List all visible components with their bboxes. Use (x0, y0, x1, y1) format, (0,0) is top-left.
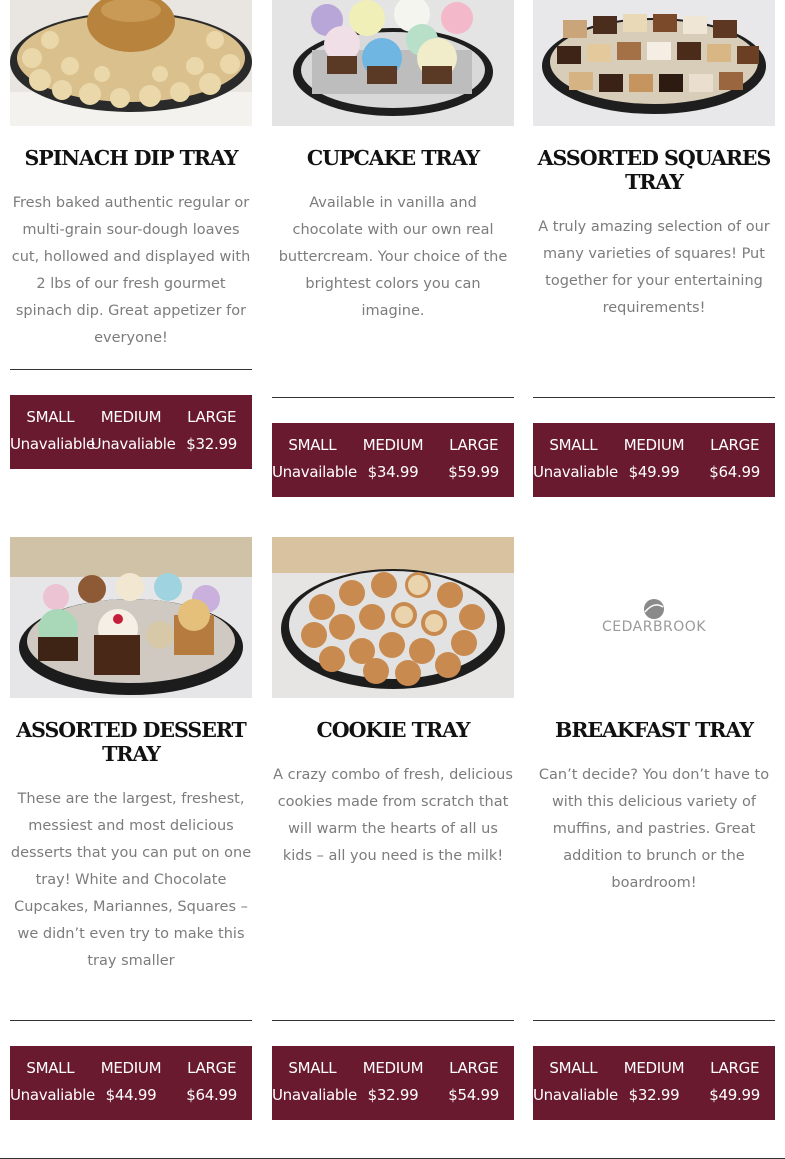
size-small-label: SMALL (26, 408, 75, 426)
price-medium: Unavaliable (90, 435, 176, 453)
size-medium-label: MEDIUM (623, 1059, 685, 1077)
price-medium: $34.99 (367, 463, 419, 481)
cedarbrook-logo-placeholder[interactable] (533, 537, 775, 698)
product-description: A crazy combo of fresh, delicious cookies made from scratch that will warm the hearts of all us kids – all you need is the milk! (273, 767, 513, 864)
price-medium: $32.99 (367, 1086, 419, 1104)
size-small-label: SMALL (549, 1059, 598, 1077)
size-large-label: LARGE (187, 408, 237, 426)
price-small: Unavailable (272, 463, 357, 481)
size-small-label: SMALL (288, 1059, 337, 1077)
price-large: $64.99 (709, 463, 760, 481)
product-title: ASSORTED DESSERT TRAY (16, 718, 246, 766)
price-table (533, 1046, 775, 1120)
product-description: These are the largest, freshest, messiest and most delicious desserts that you can put on one tray! White and Chocolate Cupcakes, Mariannes, Squares – we didn’t even try to make this tray smaller (10, 791, 252, 969)
size-large-label: LARGE (710, 1059, 760, 1077)
size-large-label: LARGE (710, 436, 760, 454)
divider (10, 369, 252, 370)
size-medium-label: MEDIUM (362, 1059, 424, 1077)
size-medium-label: MEDIUM (623, 436, 685, 454)
price-table (10, 1046, 252, 1120)
price-medium: $44.99 (105, 1086, 157, 1104)
divider (533, 397, 775, 398)
price-large: $54.99 (448, 1086, 499, 1104)
size-large-label: LARGE (187, 1059, 237, 1077)
product-title: SPINACH DIP TRAY (24, 146, 238, 170)
product-title: CUPCAKE TRAY (306, 146, 480, 170)
divider (10, 1020, 252, 1021)
assorted-squares-tray-photo[interactable] (533, 0, 775, 126)
divider (533, 1020, 775, 1021)
cookie-tray-photo[interactable] (272, 537, 514, 698)
product-title: COOKIE TRAY (316, 718, 470, 742)
price-medium: $49.99 (628, 463, 680, 481)
size-small-label: SMALL (549, 436, 598, 454)
price-table (533, 423, 775, 497)
price-large: $64.99 (186, 1086, 237, 1104)
size-large-label: LARGE (449, 1059, 499, 1077)
price-small: Unavaliable (533, 463, 618, 481)
price-table (272, 1046, 514, 1120)
price-small: Unavaliable (10, 1086, 95, 1104)
product-description: A truly amazing selection of our many varieties of squares! Put together for your entertaining requirements! (538, 219, 770, 316)
price-small: Unavaliable (533, 1086, 618, 1104)
product-title: BREAKFAST TRAY (555, 718, 753, 742)
price-small: Unavaliable (272, 1086, 357, 1104)
product-description: Fresh baked authentic regular or multi-grain sour-dough loaves cut, hollowed and displayed with 2 lbs of our fresh gourmet spinach dip. Great appetizer for everyone! (11, 195, 251, 346)
price-large: $59.99 (448, 463, 499, 481)
size-large-label: LARGE (449, 436, 499, 454)
size-small-label: SMALL (288, 436, 337, 454)
price-large: $32.99 (186, 435, 237, 453)
price-small: Unavaliable (10, 435, 95, 453)
price-table (272, 423, 514, 497)
cupcake-tray-photo[interactable] (272, 0, 514, 126)
product-description: Can’t decide? You don’t have to with this delicious variety of muffins, and pastries. Great addition to brunch or the boardroom! (538, 767, 770, 891)
size-medium-label: MEDIUM (100, 1059, 162, 1077)
product-description: Available in vanilla and chocolate with our own real buttercream. Your choice of the brightest colors you can imagine. (278, 195, 508, 319)
assorted-dessert-tray-photo[interactable] (10, 537, 252, 698)
price-large: $49.99 (709, 1086, 760, 1104)
product-title: ASSORTED SQUARES TRAY (537, 146, 771, 194)
divider (272, 397, 514, 398)
size-medium-label: MEDIUM (100, 408, 162, 426)
spinach-dip-tray-photo[interactable] (10, 0, 252, 126)
price-medium: $32.99 (628, 1086, 680, 1104)
price-table (10, 395, 252, 469)
size-small-label: SMALL (26, 1059, 75, 1077)
divider (272, 1020, 514, 1021)
size-medium-label: MEDIUM (362, 436, 424, 454)
cedarbrook-logo-text: CEDARBROOK (601, 619, 706, 635)
